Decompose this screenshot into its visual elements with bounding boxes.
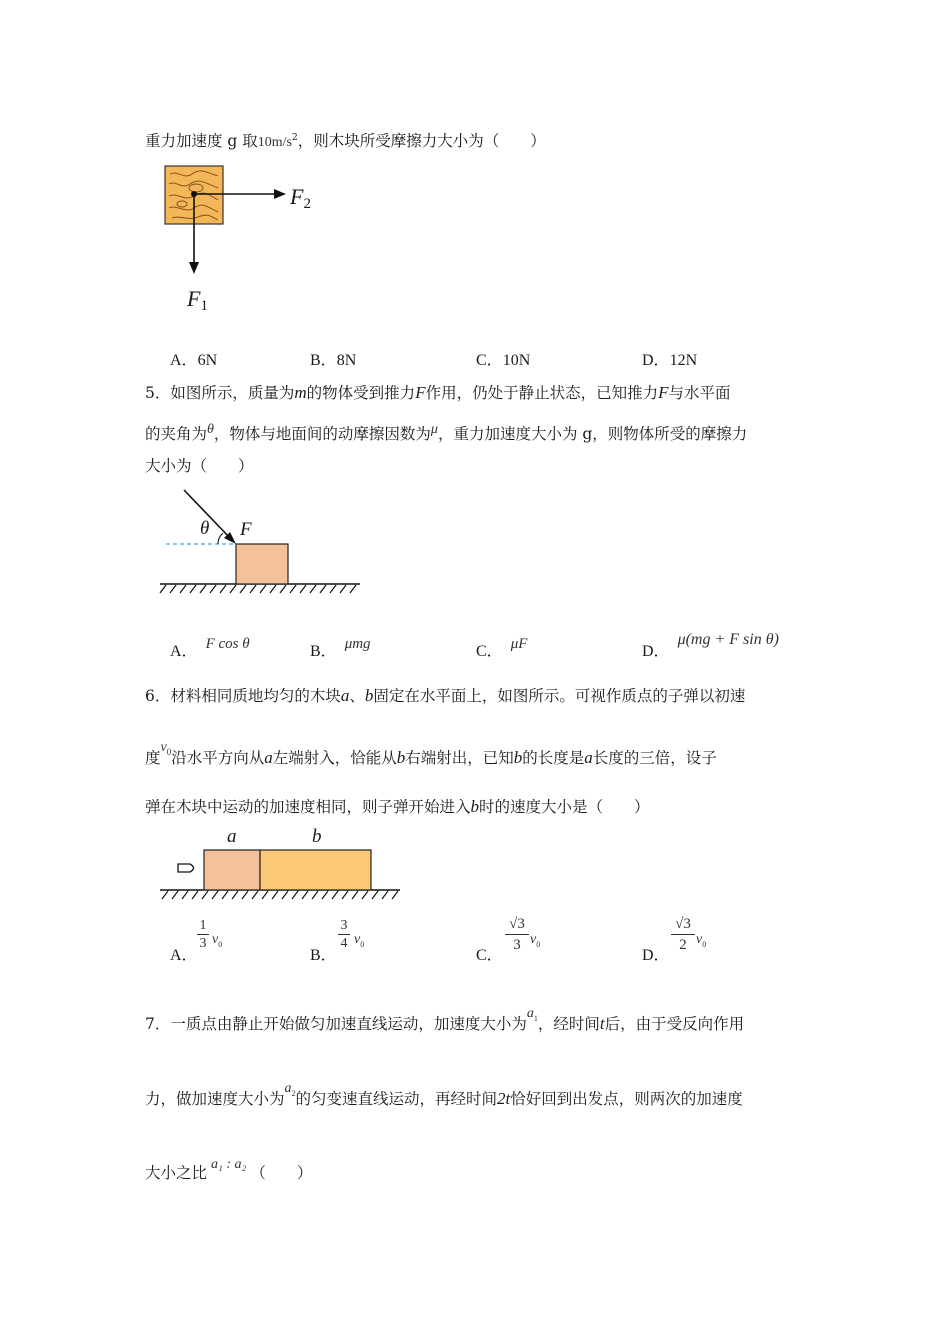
incline-force-figure bbox=[160, 488, 380, 598]
ground-hatch bbox=[162, 891, 398, 899]
box-m bbox=[236, 544, 288, 584]
q5-option-a[interactable]: A． F cos θ bbox=[170, 636, 250, 660]
q7-stem-line-2: 力，做加速度大小为$a_2$的匀变速直线运动，再经时间2t恰好回到出发点，则两次的加速度 bbox=[145, 1081, 743, 1108]
q5-stem-line-3: 大小为（ ） bbox=[145, 457, 254, 475]
q6-c-fraction: $\frac{√3}{3}$ bbox=[505, 914, 529, 955]
q7-number: 7． bbox=[145, 1015, 171, 1033]
block-b bbox=[260, 850, 371, 890]
q6-stem-line-1: 6．材料相同质地均匀的木块a、b固定在水平面上，如图所示。可视作质点的子弹以初速 bbox=[145, 686, 746, 705]
q4-option-a[interactable]: A．6N bbox=[170, 352, 218, 369]
q6-option-d[interactable]: D． bbox=[642, 947, 670, 964]
g-value: 10m/s bbox=[257, 135, 293, 151]
q6-a-v0: $v_0$ bbox=[212, 932, 223, 949]
q7-stem-line-3: 大小之比 a₁ : a₂ （ ） bbox=[145, 1157, 313, 1182]
q6-option-a[interactable]: A． bbox=[170, 947, 198, 964]
q5-number: 5． bbox=[145, 384, 171, 402]
f2-label: $F_2$ bbox=[290, 184, 311, 213]
q4-option-b[interactable]: B．8N bbox=[310, 352, 357, 369]
theta-label: θ bbox=[200, 518, 210, 539]
q6-b-v0: $v_0$ bbox=[354, 932, 365, 949]
angle-arc bbox=[218, 533, 223, 544]
q6-stem-line-3: 弹在木块中运动的加速度相同，则子弹开始进入b时的速度大小是（ ） bbox=[145, 797, 650, 816]
ratio-expression: a₁ : a₂ bbox=[211, 1157, 247, 1172]
bullet-icon bbox=[178, 864, 194, 872]
ground-hatch bbox=[160, 585, 356, 593]
q5-option-d[interactable]: D．μ(mg + F sin θ) bbox=[642, 631, 779, 660]
q5-stem-line-1: 5．如图所示，质量为m的物体受到推力F作用，仍处于静止状态，已知推力F与水平面 bbox=[145, 383, 731, 402]
q6-number: 6． bbox=[145, 687, 171, 705]
bullet-blocks-figure bbox=[160, 848, 410, 918]
force-f-label: F bbox=[240, 519, 252, 540]
q4-text: 重力加速度 g 取 bbox=[145, 132, 258, 151]
q6-c-v0: $v_0$ bbox=[530, 932, 541, 949]
q6-d-fraction: $\frac{√3}{2}$ bbox=[671, 914, 695, 955]
q7-stem-line-1: 7．一质点由静止开始做匀加速直线运动，加速度大小为$a_1$，经时间t后，由于受反向作用 bbox=[145, 1006, 745, 1033]
q5-option-c[interactable]: C． μF bbox=[476, 636, 528, 660]
q5-option-b[interactable]: B． μmg bbox=[310, 636, 371, 660]
block-a bbox=[204, 850, 260, 890]
q4-text: ，则木块所受摩擦力大小为（ ） bbox=[297, 132, 546, 151]
q4-stem-line bbox=[145, 128, 546, 153]
q6-option-b[interactable]: B． bbox=[310, 947, 337, 964]
block-b-label: b bbox=[312, 826, 322, 847]
q6-b-fraction: $\frac{3}{4}$ bbox=[338, 918, 350, 953]
q5-stem-line-2: 的夹角为$^\theta$，物体与地面间的动摩擦因数为$^\mu$，重力加速度大小为 g，则物体所受的摩擦力 bbox=[145, 422, 748, 444]
f1-label: $F_1$ bbox=[187, 286, 208, 315]
q4-option-c[interactable]: C．10N bbox=[476, 352, 531, 369]
q6-a-fraction: $\frac{1}{3}$ bbox=[197, 918, 209, 953]
q4-option-d[interactable]: D．12N bbox=[642, 352, 698, 369]
g-exponent: 2 bbox=[292, 133, 298, 143]
q6-option-c[interactable]: C． bbox=[476, 947, 503, 964]
block-a-label: a bbox=[227, 826, 237, 847]
q6-d-v0: $v_0$ bbox=[696, 932, 707, 949]
q6-stem-line-2: 度$v_0$沿水平方向从a左端射入，恰能从b右端射出，已知b的长度是a长度的三倍，设子 bbox=[145, 740, 717, 767]
